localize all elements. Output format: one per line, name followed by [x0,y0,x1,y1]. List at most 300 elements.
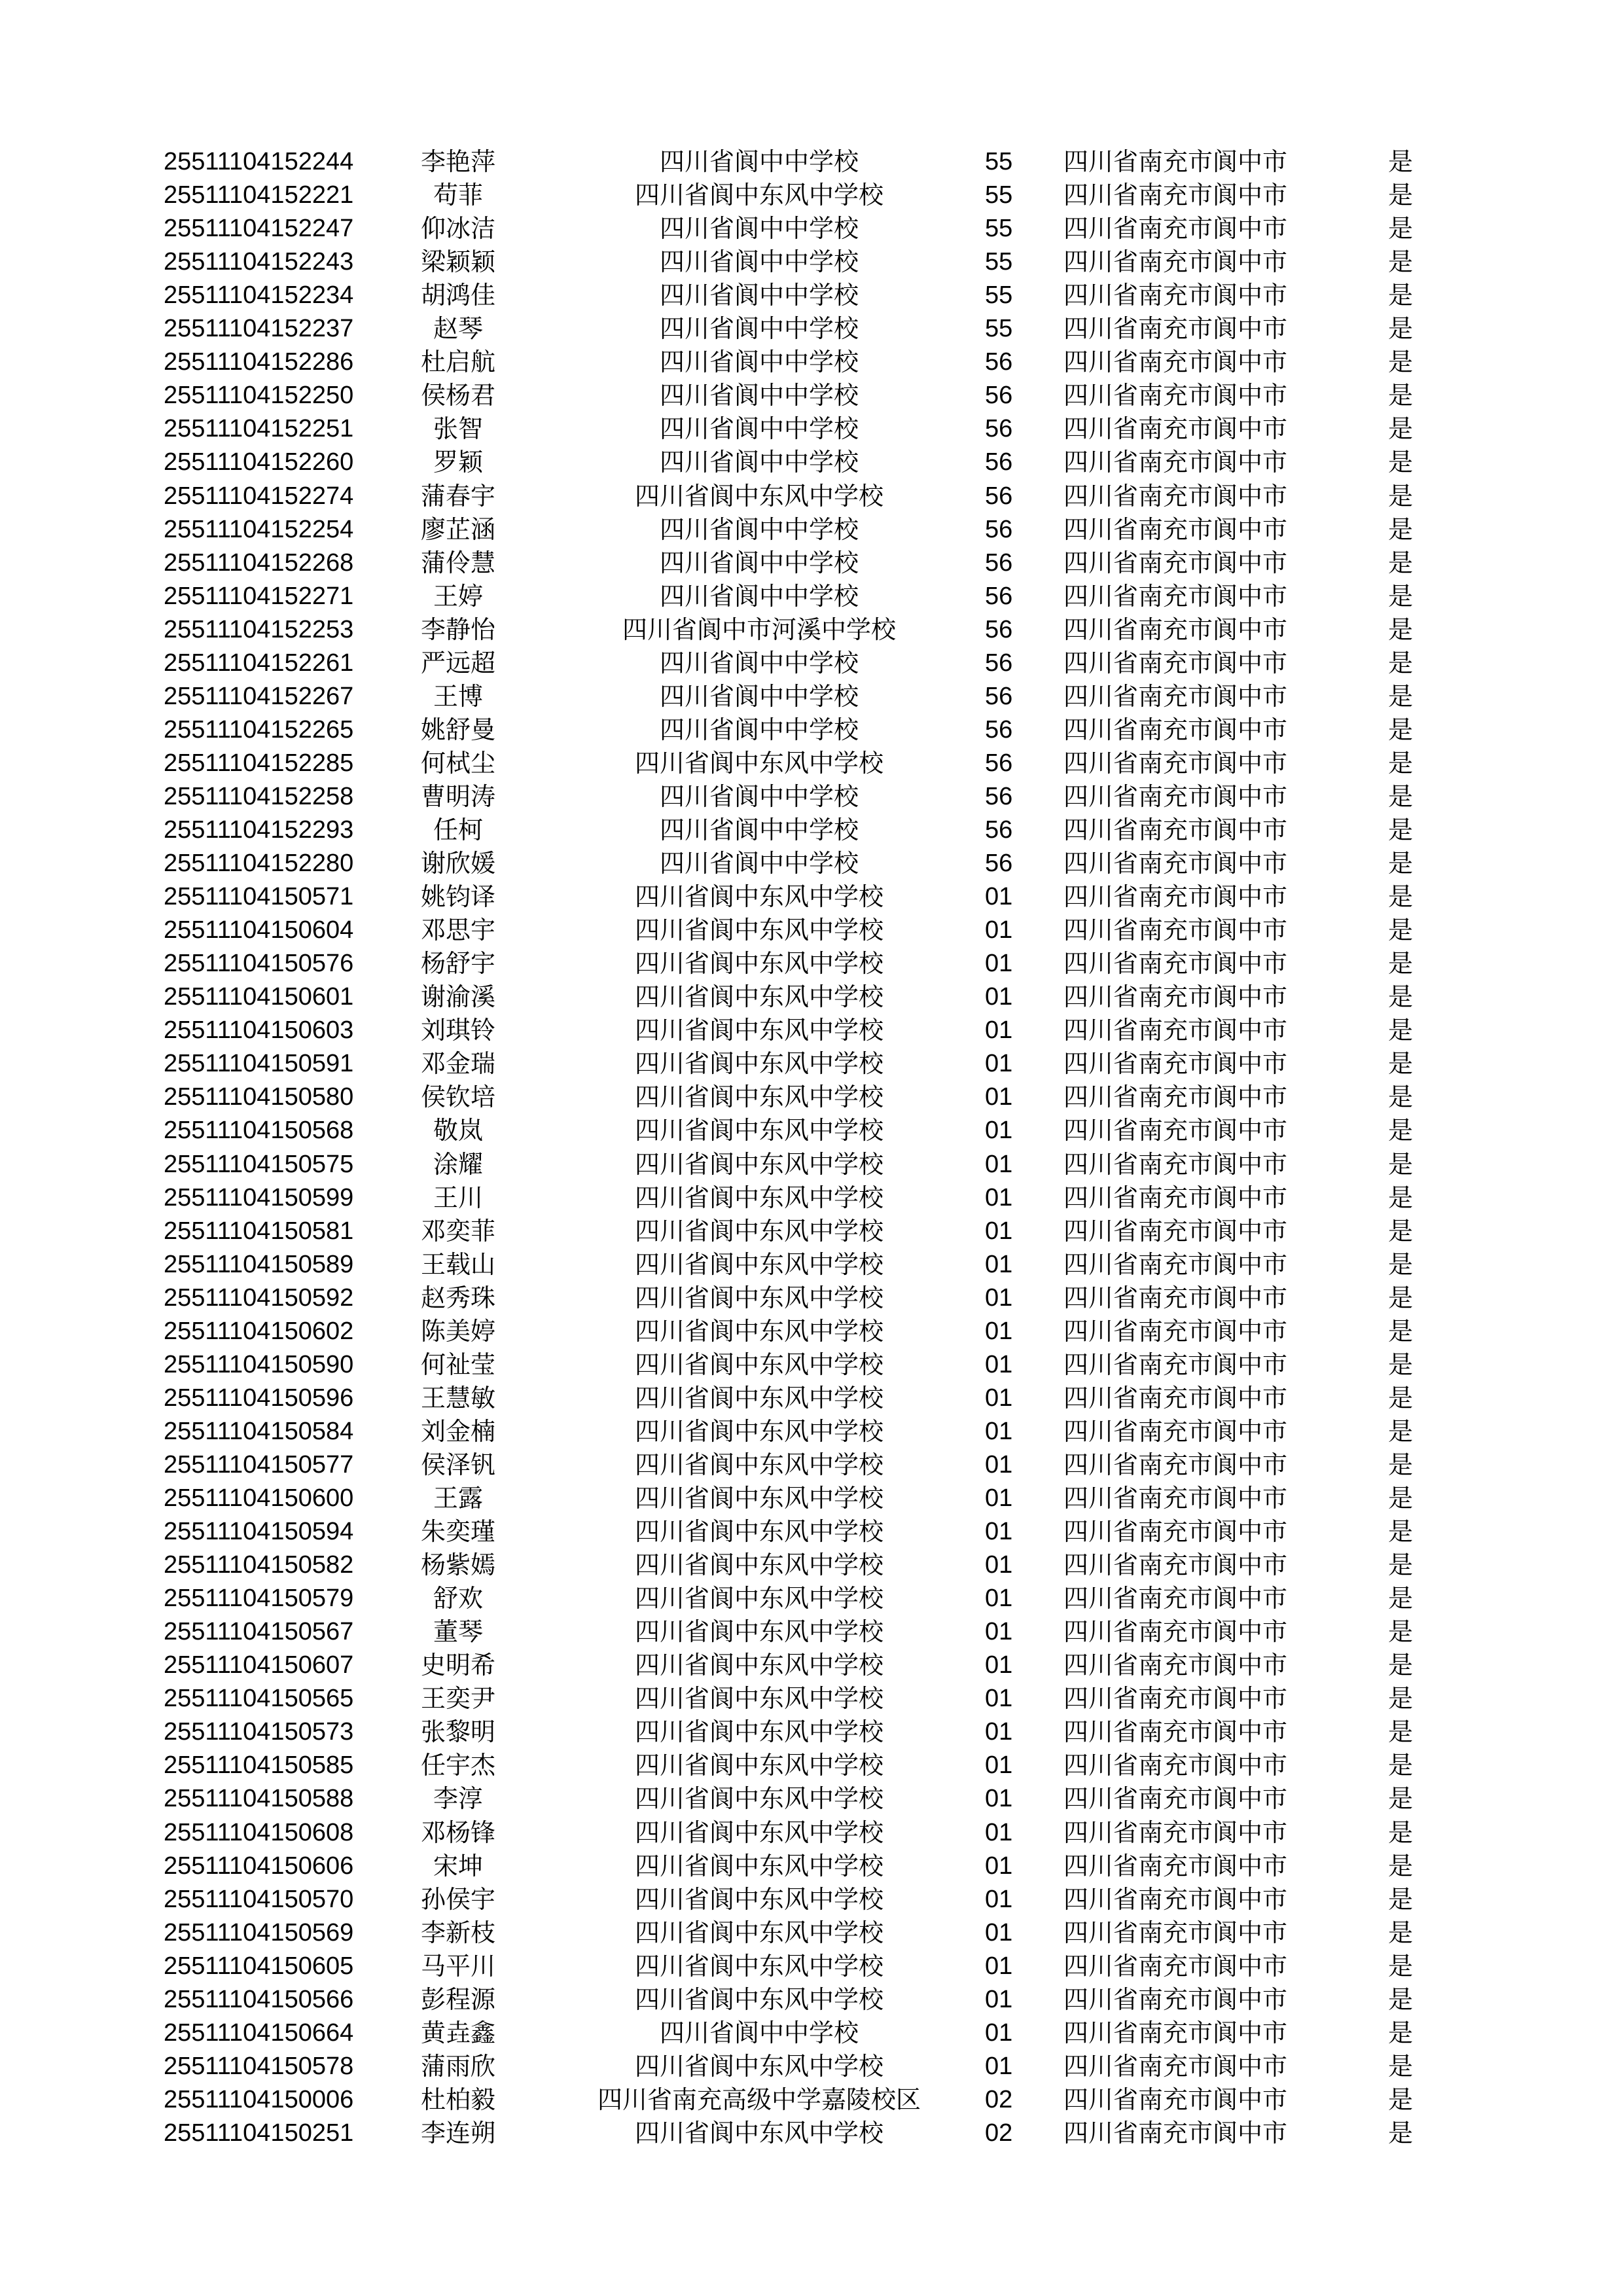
region-cell: 四川省南充市阆中市 [1063,1984,1288,2014]
table-row [0,1615,1623,1649]
table-row [0,613,1623,647]
record-id-cell: 25511104150575 [164,1150,354,1178]
record-id-cell: 25511104150608 [164,1818,354,1846]
school-name-cell: 四川省阆中中学校 [659,414,859,444]
category-code-cell: 56 [985,348,1013,376]
category-code-cell: 01 [985,1484,1013,1512]
record-id-cell: 25511104150581 [164,1217,354,1245]
record-id-cell: 25511104150566 [164,1985,354,2013]
school-name-cell: 四川省阆中东风中学校 [634,1416,883,1446]
category-code-cell: 01 [985,1117,1013,1145]
table-row [0,1181,1623,1215]
confirmed-flag-cell: 是 [1387,816,1413,844]
record-id-cell: 25511104152268 [164,548,354,577]
confirmed-flag-cell: 是 [1387,1818,1413,1847]
region-cell: 四川省南充市阆中市 [1063,214,1288,243]
school-name-cell: 四川省阆中东风中学校 [634,1884,883,1914]
region-cell: 四川省南充市阆中市 [1063,1049,1288,1079]
region-cell: 四川省南充市阆中市 [1063,2118,1288,2147]
school-name-cell: 四川省阆中东风中学校 [634,982,883,1012]
region-cell: 四川省南充市阆中市 [1063,448,1288,477]
confirmed-flag-cell: 是 [1387,1416,1413,1446]
record-id-cell: 25511104150590 [164,1350,354,1378]
confirmed-flag-cell: 是 [1387,1149,1413,1179]
school-name-cell: 四川省阆中中学校 [659,247,859,277]
record-id-cell: 25511104152247 [164,215,354,243]
category-code-cell: 01 [985,2052,1013,2080]
region-cell: 四川省南充市阆中市 [1063,1951,1288,1981]
table-row [0,1215,1623,1248]
region-cell: 四川省南充市阆中市 [1063,715,1288,744]
category-code-cell: 01 [985,1718,1013,1746]
region-cell: 四川省南充市阆中市 [1063,2018,1288,2047]
table-row [0,2117,1623,2150]
region-cell: 四川省南充市阆中市 [1063,748,1288,778]
region-cell: 四川省南充市阆中市 [1063,1183,1288,1212]
student-name-cell: 苟菲 [433,181,483,210]
record-id-cell: 25511104152265 [164,715,354,744]
confirmed-flag-cell: 是 [1387,1918,1413,1947]
confirmed-flag-cell: 是 [1387,1316,1413,1346]
school-name-cell: 四川省阆中东风中学校 [634,1751,883,1780]
record-id-cell: 25511104152271 [164,582,354,610]
region-cell: 四川省南充市阆中市 [1063,1216,1288,1246]
student-name-cell: 马平川 [420,1951,495,1981]
confirmed-flag-cell: 是 [1387,448,1413,477]
category-code-cell: 56 [985,515,1013,543]
category-code-cell: 56 [985,715,1013,744]
region-cell: 四川省南充市阆中市 [1063,1684,1288,1713]
category-code-cell: 01 [985,1685,1013,1713]
student-name-cell: 李连朔 [420,2118,495,2147]
table-row [0,1014,1623,1047]
table-row [0,279,1623,312]
table-row [0,880,1623,914]
school-name-cell: 四川省阆中中学校 [659,781,859,811]
record-id-cell: 25511104152244 [164,148,354,175]
table-row [0,1248,1623,1282]
student-name-cell: 杨紫嫣 [420,1551,495,1580]
record-id-cell: 25511104150568 [164,1117,354,1145]
region-cell: 四川省南充市阆中市 [1063,1083,1288,1112]
region-cell: 四川省南充市阆中市 [1063,1149,1288,1179]
table-row [0,379,1623,412]
category-code-cell: 56 [985,749,1013,777]
confirmed-flag-cell: 是 [1387,1684,1413,1713]
student-name-cell: 彭程源 [420,1984,495,2014]
region-cell: 四川省南充市阆中市 [1063,1316,1288,1346]
region-cell: 四川省南充市阆中市 [1063,1517,1288,1547]
student-name-cell: 罗颖 [433,448,483,477]
record-id-cell: 25511104152251 [164,415,354,443]
record-id-cell: 25511104150573 [164,1718,354,1746]
school-name-cell: 四川省阆中东风中学校 [634,1851,883,1880]
confirmed-flag-cell: 是 [1387,748,1413,778]
confirmed-flag-cell: 是 [1387,214,1413,243]
category-code-cell: 01 [985,916,1013,944]
confirmed-flag-cell: 是 [1387,1450,1413,1479]
region-cell: 四川省南充市阆中市 [1063,1784,1288,1814]
record-id-cell: 25511104150569 [164,1918,354,1946]
table-row [0,1448,1623,1482]
category-code-cell: 01 [985,1818,1013,1846]
school-name-cell: 四川省阆中东风中学校 [634,1951,883,1981]
confirmed-flag-cell: 是 [1387,381,1413,410]
student-name-cell: 侯钦培 [420,1083,495,1112]
student-name-cell: 邓奕菲 [420,1216,495,1246]
record-id-cell: 25511104150664 [164,2018,354,2047]
confirmed-flag-cell: 是 [1387,849,1413,878]
confirmed-flag-cell: 是 [1387,1016,1413,1045]
record-id-cell: 25511104152221 [164,181,354,209]
record-id-cell: 25511104150585 [164,1751,354,1780]
school-name-cell: 四川省阆中中学校 [659,147,859,176]
school-name-cell: 四川省阆中东风中学校 [634,748,883,778]
record-id-cell: 25511104150580 [164,1083,354,1111]
confirmed-flag-cell: 是 [1387,414,1413,444]
student-name-cell: 陈美婷 [420,1316,495,1346]
category-code-cell: 01 [985,983,1013,1011]
school-name-cell: 四川省阆中中学校 [659,849,859,878]
student-name-cell: 舒欢 [433,1584,483,1613]
school-name-cell: 四川省阆中中学校 [659,715,859,744]
category-code-cell: 01 [985,1417,1013,1445]
school-name-cell: 四川省阆中中学校 [659,681,859,711]
record-id-cell: 25511104150607 [164,1651,354,1679]
record-id-cell: 25511104150603 [164,1016,354,1045]
record-id-cell: 25511104150594 [164,1518,354,1546]
school-name-cell: 四川省阆中东风中学校 [634,1984,883,2014]
school-name-cell: 四川省阆中东风中学校 [634,1551,883,1580]
student-name-cell: 邓杨锋 [420,1818,495,1847]
region-cell: 四川省南充市阆中市 [1063,1818,1288,1847]
record-id-cell: 25511104150571 [164,883,354,911]
region-cell: 四川省南充市阆中市 [1063,314,1288,344]
region-cell: 四川省南充市阆中市 [1063,581,1288,611]
school-name-cell: 四川省阆中中学校 [659,581,859,611]
confirmed-flag-cell: 是 [1387,715,1413,744]
table-row [0,145,1623,179]
school-name-cell: 四川省阆中东风中学校 [634,1918,883,1947]
student-name-cell: 谢渝溪 [420,982,495,1012]
student-name-cell: 谢欣媛 [420,849,495,878]
student-name-cell: 董琴 [433,1617,483,1647]
record-id-cell: 25511104152261 [164,649,354,677]
record-id-cell: 25511104150570 [164,1885,354,1913]
table-row [0,1950,1623,1983]
region-cell: 四川省南充市阆中市 [1063,514,1288,544]
category-code-cell: 02 [985,2119,1013,2147]
region-cell: 四川省南充市阆中市 [1063,381,1288,410]
school-name-cell: 四川省阆中东风中学校 [634,2051,883,2081]
region-cell: 四川省南充市阆中市 [1063,247,1288,277]
table-row [0,1114,1623,1147]
table-row [0,2083,1623,2117]
region-cell: 四川省南充市阆中市 [1063,1651,1288,1680]
table-row [0,1081,1623,1114]
student-name-cell: 蒲春宇 [420,481,495,511]
school-name-cell: 四川省阆中东风中学校 [634,1584,883,1613]
table-row [0,680,1623,713]
table-row [0,1983,1623,2017]
record-id-cell: 25511104152286 [164,348,354,376]
record-id-cell: 25511104150251 [164,2119,354,2147]
school-name-cell: 四川省阆中中学校 [659,281,859,310]
record-id-cell: 25511104150591 [164,1050,354,1078]
record-id-cell: 25511104152285 [164,749,354,777]
region-cell: 四川省南充市阆中市 [1063,1884,1288,1914]
table-row [0,1382,1623,1415]
confirmed-flag-cell: 是 [1387,348,1413,377]
table-row [0,1850,1623,1883]
table-row [0,1047,1623,1081]
category-code-cell: 01 [985,1384,1013,1412]
category-code-cell: 56 [985,615,1013,643]
region-cell: 四川省南充市阆中市 [1063,1751,1288,1780]
confirmed-flag-cell: 是 [1387,648,1413,677]
table-row [0,1348,1623,1382]
region-cell: 四川省南充市阆中市 [1063,1918,1288,1947]
confirmed-flag-cell: 是 [1387,615,1413,644]
table-row [0,1916,1623,1950]
category-code-cell: 56 [985,482,1013,510]
school-name-cell: 四川省阆中东风中学校 [634,1784,883,1814]
table-row [0,780,1623,814]
student-name-cell: 何祉莹 [420,1350,495,1379]
region-cell: 四川省南充市阆中市 [1063,916,1288,945]
table-row [0,480,1623,513]
confirmed-flag-cell: 是 [1387,982,1413,1012]
student-name-cell: 蒲伶慧 [420,548,495,577]
school-name-cell: 四川省阆中东风中学校 [634,1484,883,1513]
region-cell: 四川省南充市阆中市 [1063,849,1288,878]
category-code-cell: 01 [985,1852,1013,1880]
student-name-cell: 杜启航 [420,348,495,377]
table-row [0,513,1623,547]
student-name-cell: 黄垚鑫 [420,2018,495,2047]
school-name-cell: 四川省阆中东风中学校 [634,2118,883,2147]
category-code-cell: 01 [985,1651,1013,1679]
record-id-cell: 25511104150605 [164,1952,354,1980]
region-cell: 四川省南充市阆中市 [1063,949,1288,978]
table-row [0,179,1623,212]
school-name-cell: 四川省阆中东风中学校 [634,1183,883,1212]
category-code-cell: 55 [985,248,1013,276]
confirmed-flag-cell: 是 [1387,1851,1413,1880]
school-name-cell: 四川省阆中东风中学校 [634,1083,883,1112]
region-cell: 四川省南充市阆中市 [1063,1450,1288,1479]
record-id-cell: 25511104152258 [164,782,354,810]
category-code-cell: 01 [985,1283,1013,1312]
confirmed-flag-cell: 是 [1387,1049,1413,1079]
region-cell: 四川省南充市阆中市 [1063,1717,1288,1747]
confirmed-flag-cell: 是 [1387,181,1413,210]
table-row [0,1649,1623,1682]
record-id-cell: 25511104152253 [164,615,354,643]
student-name-cell: 姚舒曼 [420,715,495,744]
school-name-cell: 四川省阆中东风中学校 [634,481,883,511]
table-row [0,346,1623,379]
student-name-cell: 王慧敏 [420,1383,495,1412]
confirmed-flag-cell: 是 [1387,1216,1413,1246]
table-row [0,1549,1623,1582]
school-name-cell: 四川省阆中中学校 [659,2018,859,2047]
table-row [0,1515,1623,1549]
school-name-cell: 四川省阆中东风中学校 [634,916,883,945]
confirmed-flag-cell: 是 [1387,481,1413,511]
school-name-cell: 四川省阆中东风中学校 [634,1818,883,1847]
category-code-cell: 01 [985,1952,1013,1980]
school-name-cell: 四川省阆中中学校 [659,514,859,544]
category-code-cell: 01 [985,1016,1013,1045]
confirmed-flag-cell: 是 [1387,1651,1413,1680]
category-code-cell: 56 [985,548,1013,577]
category-code-cell: 56 [985,682,1013,710]
region-cell: 四川省南充市阆中市 [1063,1851,1288,1880]
category-code-cell: 56 [985,782,1013,810]
region-cell: 四川省南充市阆中市 [1063,348,1288,377]
confirmed-flag-cell: 是 [1387,882,1413,912]
table-row [0,1883,1623,1916]
confirmed-flag-cell: 是 [1387,147,1413,176]
student-name-cell: 李新枝 [420,1918,495,1947]
confirmed-flag-cell: 是 [1387,1717,1413,1747]
record-id-cell: 25511104150592 [164,1283,354,1312]
student-name-cell: 邓思宇 [420,916,495,945]
category-code-cell: 56 [985,448,1013,476]
region-cell: 四川省南充市阆中市 [1063,816,1288,844]
region-cell: 四川省南充市阆中市 [1063,882,1288,912]
category-code-cell: 01 [985,1518,1013,1546]
region-cell: 四川省南充市阆中市 [1063,1416,1288,1446]
confirmed-flag-cell: 是 [1387,1083,1413,1112]
region-cell: 四川省南充市阆中市 [1063,414,1288,444]
record-id-cell: 25511104150589 [164,1250,354,1278]
category-code-cell: 56 [985,582,1013,610]
school-name-cell: 四川省阆中东风中学校 [634,1717,883,1747]
category-code-cell: 01 [985,2018,1013,2047]
record-id-cell: 25511104150601 [164,983,354,1011]
category-code-cell: 01 [985,1050,1013,1078]
record-id-cell: 25511104152250 [164,382,354,410]
record-id-cell: 25511104152237 [164,315,354,343]
record-id-cell: 25511104152243 [164,248,354,276]
student-name-cell: 任柯 [433,816,483,844]
table-row [0,580,1623,613]
school-name-cell: 四川省阆中东风中学校 [634,1283,883,1312]
category-code-cell: 01 [985,950,1013,978]
confirmed-flag-cell: 是 [1387,1183,1413,1212]
school-name-cell: 四川省阆中中学校 [659,381,859,410]
confirmed-flag-cell: 是 [1387,514,1413,544]
student-name-cell: 王载山 [420,1249,495,1279]
category-code-cell: 02 [985,2085,1013,2113]
confirmed-flag-cell: 是 [1387,1383,1413,1412]
record-id-cell: 25511104150588 [164,1785,354,1813]
school-name-cell: 四川省阆中中学校 [659,548,859,577]
category-code-cell: 01 [985,1885,1013,1913]
student-name-cell: 胡鸿佳 [420,281,495,310]
school-name-cell: 四川省阆中东风中学校 [634,1617,883,1647]
category-code-cell: 56 [985,850,1013,878]
record-id-cell: 25511104150576 [164,950,354,978]
record-id-cell: 25511104150606 [164,1852,354,1880]
category-code-cell: 55 [985,315,1013,343]
school-name-cell: 四川省阆中中学校 [659,348,859,377]
table-row [0,412,1623,446]
school-name-cell: 四川省阆中东风中学校 [634,1450,883,1479]
school-name-cell: 四川省南充高级中学嘉陵校区 [597,2085,921,2114]
region-cell: 四川省南充市阆中市 [1063,181,1288,210]
region-cell: 四川省南充市阆中市 [1063,1484,1288,1513]
student-name-cell: 史明希 [420,1651,495,1680]
table-row [0,1816,1623,1850]
region-cell: 四川省南充市阆中市 [1063,681,1288,711]
table-row [0,980,1623,1014]
record-id-cell: 25511104152260 [164,448,354,476]
school-name-cell: 四川省阆中东风中学校 [634,1149,883,1179]
category-code-cell: 55 [985,148,1013,175]
region-cell: 四川省南充市阆中市 [1063,1016,1288,1045]
confirmed-flag-cell: 是 [1387,1283,1413,1312]
student-name-cell: 敬岚 [433,1116,483,1145]
student-name-cell: 邓金瑞 [420,1049,495,1079]
student-name-cell: 仰冰洁 [420,214,495,243]
student-name-cell: 张智 [433,414,483,444]
school-name-cell: 四川省阆中东风中学校 [634,1316,883,1346]
student-name-cell: 何栻尘 [420,748,495,778]
record-id-cell: 25511104150582 [164,1551,354,1579]
table-row [0,2017,1623,2050]
record-id-cell: 25511104152280 [164,850,354,878]
record-id-cell: 25511104150602 [164,1317,354,1345]
student-name-cell: 李淳 [433,1784,483,1814]
region-cell: 四川省南充市阆中市 [1063,281,1288,310]
record-id-cell: 25511104152293 [164,816,354,844]
category-code-cell: 55 [985,215,1013,243]
category-code-cell: 01 [985,1785,1013,1813]
category-code-cell: 01 [985,1250,1013,1278]
region-cell: 四川省南充市阆中市 [1063,648,1288,677]
confirmed-flag-cell: 是 [1387,1116,1413,1145]
student-name-cell: 刘琪铃 [420,1016,495,1045]
student-name-cell: 侯泽钒 [420,1450,495,1479]
student-name-cell: 杜柏毅 [420,2085,495,2114]
table-row [0,1582,1623,1615]
category-code-cell: 01 [985,1217,1013,1245]
school-name-cell: 四川省阆中中学校 [659,448,859,477]
confirmed-flag-cell: 是 [1387,949,1413,978]
category-code-cell: 56 [985,816,1013,844]
table-row [0,1415,1623,1448]
table-row [0,814,1623,847]
student-name-cell: 赵琴 [433,314,483,344]
confirmed-flag-cell: 是 [1387,247,1413,277]
record-id-cell: 25511104150596 [164,1384,354,1412]
confirmed-flag-cell: 是 [1387,1751,1413,1780]
region-cell: 四川省南充市阆中市 [1063,2085,1288,2114]
table-row [0,1315,1623,1348]
confirmed-flag-cell: 是 [1387,1484,1413,1513]
table-row [0,1282,1623,1315]
confirmed-flag-cell: 是 [1387,581,1413,611]
category-code-cell: 01 [985,1585,1013,1613]
region-cell: 四川省南充市阆中市 [1063,1584,1288,1613]
record-id-cell: 25511104150578 [164,2052,354,2080]
table-row [0,914,1623,947]
region-cell: 四川省南充市阆中市 [1063,1350,1288,1379]
school-name-cell: 四川省阆中东风中学校 [634,1249,883,1279]
